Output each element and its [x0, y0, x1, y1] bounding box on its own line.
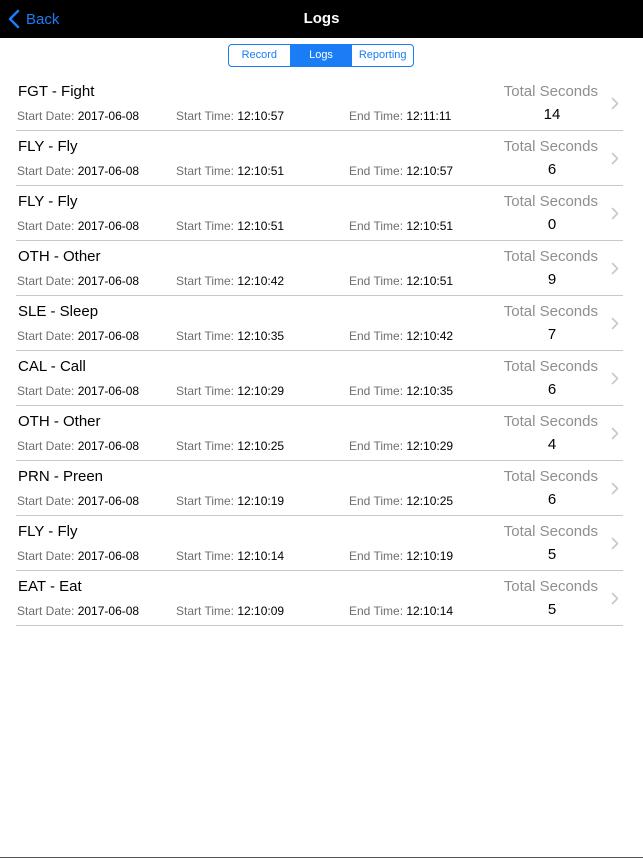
end-time-value: 12:10:29 — [406, 439, 454, 453]
total-seconds-value: 6 — [547, 491, 557, 508]
start-time — [176, 384, 284, 398]
end-time-value: 12:10:51 — [406, 219, 454, 233]
start-time-label: Start Time: — [176, 494, 235, 508]
chevron-right-icon — [611, 537, 619, 550]
start-time-label: Start Time: — [176, 439, 235, 453]
start-time — [176, 494, 284, 508]
start-time — [176, 274, 284, 288]
start-date-value: 2017-06-08 — [77, 439, 140, 453]
start-date-value: 2017-06-08 — [77, 384, 140, 398]
start-time — [176, 549, 284, 563]
segment-logs[interactable]: Logs — [290, 45, 352, 66]
navigation-bar — [0, 0, 643, 38]
start-time-value: 12:10:29 — [237, 384, 285, 398]
start-time-label: Start Time: — [176, 109, 235, 123]
end-time-value: 12:11:11 — [406, 109, 452, 123]
total-seconds-label: Total Seconds — [503, 83, 598, 100]
log-row[interactable] — [0, 131, 643, 186]
start-time-label: Start Time: — [176, 164, 235, 178]
log-row[interactable] — [0, 76, 643, 131]
start-date-value: 2017-06-08 — [77, 164, 140, 178]
chevron-right-icon — [611, 482, 619, 495]
start-date-label: Start Date: — [17, 274, 75, 288]
end-time — [349, 109, 451, 123]
start-time-value: 12:10:35 — [237, 329, 285, 343]
end-time-value: 12:10:57 — [406, 164, 454, 178]
end-time-label: End Time: — [349, 109, 404, 123]
log-row[interactable] — [0, 516, 643, 571]
start-date-label: Start Date: — [17, 329, 75, 343]
total-seconds-value: 4 — [547, 436, 557, 453]
start-time-label: Start Time: — [176, 329, 235, 343]
start-date — [17, 439, 139, 453]
total-seconds-value: 7 — [547, 326, 557, 343]
end-time — [349, 494, 453, 508]
segment-record[interactable]: Record — [241, 49, 278, 61]
end-time — [349, 164, 453, 178]
total-seconds-label: Total Seconds — [503, 303, 598, 320]
end-time-label: End Time: — [349, 219, 404, 233]
end-time — [349, 549, 453, 563]
start-time — [176, 164, 284, 178]
end-time-value: 12:10:19 — [406, 549, 454, 563]
start-date-value: 2017-06-08 — [77, 604, 140, 618]
chevron-left-icon — [8, 9, 20, 29]
end-time — [349, 439, 453, 453]
total-seconds-label: Total Seconds — [503, 468, 598, 485]
log-activity-title: PRN - Preen — [18, 468, 104, 485]
end-time-value: 12:10:42 — [406, 329, 454, 343]
chevron-right-icon — [611, 592, 619, 605]
start-time-label: Start Time: — [176, 604, 235, 618]
log-row[interactable] — [0, 461, 643, 516]
segment-reporting[interactable]: Reporting — [351, 45, 413, 66]
total-seconds-value: 0 — [547, 216, 557, 233]
end-time-value: 12:10:25 — [406, 494, 454, 508]
log-row[interactable] — [0, 351, 643, 406]
start-date-value: 2017-06-08 — [77, 219, 140, 233]
start-date — [17, 274, 139, 288]
start-time-value: 12:10:19 — [237, 494, 285, 508]
log-activity-title: FGT - Fight — [18, 83, 95, 100]
start-date-label: Start Date: — [17, 164, 75, 178]
end-time — [349, 219, 453, 233]
end-time-value: 12:10:14 — [406, 604, 454, 618]
start-time-label: Start Time: — [176, 549, 235, 563]
end-time-value: 12:10:35 — [406, 384, 454, 398]
start-date-value: 2017-06-08 — [77, 494, 140, 508]
start-time-value: 12:10:51 — [237, 164, 285, 178]
chevron-right-icon — [611, 427, 619, 440]
start-date-value: 2017-06-08 — [77, 329, 140, 343]
total-seconds-value: 9 — [547, 271, 557, 288]
start-time — [176, 329, 284, 343]
start-date — [17, 549, 139, 563]
start-time-value: 12:10:51 — [237, 219, 285, 233]
chevron-right-icon — [611, 97, 619, 110]
start-time-value: 12:10:14 — [237, 549, 285, 563]
start-date — [17, 384, 139, 398]
log-row[interactable] — [0, 241, 643, 296]
end-time — [349, 329, 453, 343]
start-date — [17, 219, 139, 233]
start-date-label: Start Date: — [17, 494, 75, 508]
total-seconds-value: 14 — [543, 106, 561, 123]
end-time — [349, 384, 453, 398]
log-activity-title: FLY - Fly — [18, 138, 78, 155]
total-seconds-value: 6 — [547, 381, 557, 398]
log-activity-title: SLE - Sleep — [18, 303, 99, 320]
end-time-label: End Time: — [349, 604, 404, 618]
end-time-label: End Time: — [349, 164, 404, 178]
chevron-right-icon — [611, 152, 619, 165]
start-date-value: 2017-06-08 — [77, 549, 140, 563]
total-seconds-value: 6 — [547, 161, 557, 178]
total-seconds-label: Total Seconds — [503, 193, 598, 210]
end-time-label: End Time: — [349, 549, 404, 563]
end-time-label: End Time: — [349, 439, 404, 453]
log-activity-title: FLY - Fly — [18, 523, 78, 540]
log-activity-title: OTH - Other — [18, 413, 101, 430]
start-date — [17, 109, 139, 123]
start-time-label: Start Time: — [176, 219, 235, 233]
total-seconds-value: 5 — [547, 601, 557, 618]
start-date — [17, 329, 139, 343]
back-button-label: Back — [26, 10, 60, 28]
start-date-label: Start Date: — [17, 109, 75, 123]
start-time-value: 12:10:57 — [237, 109, 285, 123]
total-seconds-label: Total Seconds — [503, 138, 598, 155]
log-activity-title: CAL - Call — [18, 358, 86, 375]
segmented-control — [228, 44, 414, 67]
start-date-value: 2017-06-08 — [77, 109, 140, 123]
total-seconds-label: Total Seconds — [503, 523, 598, 540]
start-date-label: Start Date: — [17, 384, 75, 398]
log-row[interactable] — [0, 296, 643, 351]
back-button[interactable] — [8, 8, 59, 30]
log-row[interactable] — [0, 186, 643, 241]
start-time — [176, 604, 284, 618]
log-activity-title: OTH - Other — [18, 248, 101, 265]
start-time — [176, 109, 284, 123]
log-activity-title: EAT - Eat — [18, 578, 82, 595]
start-time-label: Start Time: — [176, 274, 235, 288]
start-date — [17, 164, 139, 178]
total-seconds-label: Total Seconds — [503, 248, 598, 265]
start-time-value: 12:10:25 — [237, 439, 285, 453]
log-row[interactable] — [0, 406, 643, 461]
start-date-label: Start Date: — [17, 219, 75, 233]
start-date-label: Start Date: — [17, 604, 75, 618]
chevron-right-icon — [611, 317, 619, 330]
log-list — [0, 76, 643, 626]
chevron-right-icon — [611, 262, 619, 275]
start-time-value: 12:10:09 — [237, 604, 285, 618]
row-divider — [16, 625, 623, 626]
total-seconds-label: Total Seconds — [503, 413, 598, 430]
chevron-right-icon — [611, 207, 619, 220]
end-time-value: 12:10:51 — [406, 274, 454, 288]
end-time-label: End Time: — [349, 329, 404, 343]
start-date — [17, 494, 139, 508]
start-date — [17, 604, 139, 618]
end-time — [349, 604, 453, 618]
end-time-label: End Time: — [349, 384, 404, 398]
start-time — [176, 219, 284, 233]
end-time — [349, 274, 453, 288]
log-activity-title: FLY - Fly — [18, 193, 78, 210]
page-title: Logs — [303, 10, 340, 27]
total-seconds-label: Total Seconds — [503, 358, 598, 375]
end-time-label: End Time: — [349, 494, 404, 508]
start-time-label: Start Time: — [176, 384, 235, 398]
total-seconds-value: 5 — [547, 546, 557, 563]
start-date-label: Start Date: — [17, 439, 75, 453]
start-time-value: 12:10:42 — [237, 274, 285, 288]
end-time-label: End Time: — [349, 274, 404, 288]
start-date-label: Start Date: — [17, 549, 75, 563]
start-date-value: 2017-06-08 — [77, 274, 140, 288]
log-row[interactable] — [0, 571, 643, 626]
chevron-right-icon — [611, 372, 619, 385]
start-time — [176, 439, 284, 453]
total-seconds-label: Total Seconds — [503, 578, 598, 595]
